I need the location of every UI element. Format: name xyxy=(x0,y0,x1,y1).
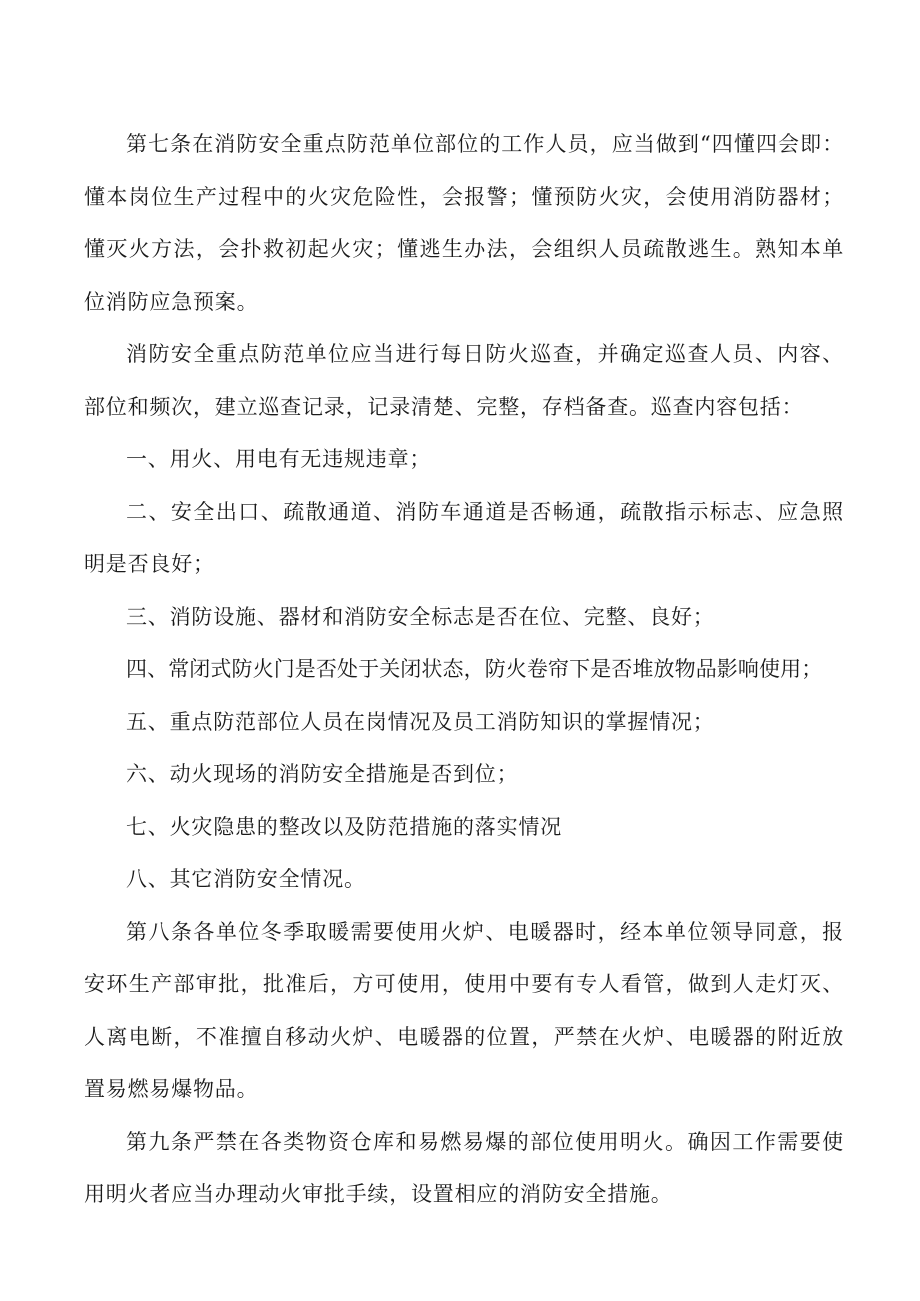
paragraph-patrol-intro: 消防安全重点防范单位应当进行每日防火巡查，并确定巡查人员、内容、部位和频次，建立巡查记录，记录清楚、完整，存档备查。巡查内容包括： xyxy=(84,342,844,419)
document-body xyxy=(84,118,844,1221)
list-item-2: 二、安全出口、疏散通道、消防车通道是否畅通，疏散指示标志、应急照明是否良好； xyxy=(84,499,844,576)
list-item-3: 三、消防设施、器材和消防安全标志是否在位、完整、良好； xyxy=(126,604,715,629)
list-item-7: 七、火灾隐患的整改以及防范措施的落实情况 xyxy=(126,814,562,839)
list-item-5: 五、重点防范部位人员在岗情况及员工消防知识的掌握情况； xyxy=(126,709,715,734)
list-item-6: 六、动火现场的消防安全措施是否到位； xyxy=(126,762,519,786)
paragraph-article-9: 第九条严禁在各类物资仓库和易燃易爆的部位使用明火。确因工作需要使用明火者应当办理动火审批手续，设置相应的消防安全措施。 xyxy=(84,1129,844,1206)
list-item-8: 八、其它消防安全情况。 xyxy=(126,867,366,891)
paragraph-article-7: 第七条在消防安全重点防范单位部位的工作人员，应当做到“四懂四会即：懂本岗位生产过程中的火灾危险性，会报警；懂预防火灾，会使用消防器材；懂灭火方法，会扑救初起火灾；懂逃生办法，会组织人员疏散逃生。熟知本单位消防应急预案。 xyxy=(84,132,844,314)
list-item-4: 四、常闭式防火门是否处于关闭状态，防火卷帘下是否堆放物品影响使用； xyxy=(126,657,823,681)
list-item-1: 一、用火、用电有无违规违章； xyxy=(126,447,432,471)
paragraph-article-8: 第八条各单位冬季取暖需要使用火炉、电暖器时，经本单位领导同意，报安环生产部审批，批准后，方可使用，使用中要有专人看管，做到人走灯灭、人离电断，不准擅自移动火炉、电暖器的位置，严禁在火炉、电暖器的附近放置易燃易爆物品。 xyxy=(84,919,844,1101)
